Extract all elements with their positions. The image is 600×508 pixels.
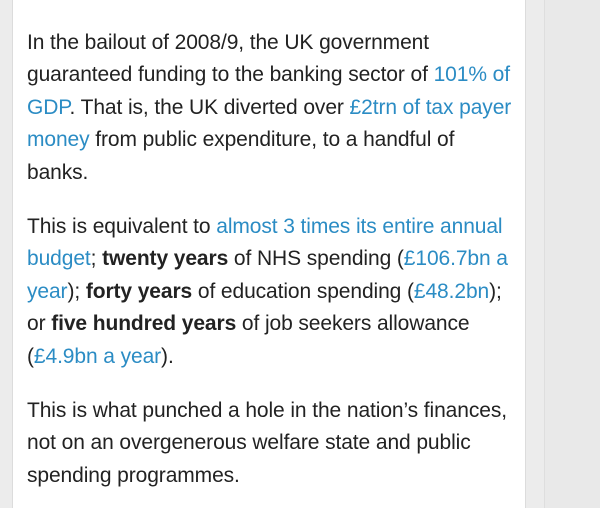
paragraph-text: ). [161, 344, 174, 368]
paragraph-text: ; [90, 247, 103, 271]
paragraph-text: This is equivalent to [27, 215, 217, 239]
link-annual-budget[interactable]: almost 3 times its entire annual budget [27, 215, 503, 271]
paragraph-text: of job seekers allowance ( [27, 312, 470, 368]
paragraph-text: ); [67, 279, 86, 303]
paragraph-text: of education spending ( [192, 279, 414, 303]
link-education-spending[interactable]: £48.2bn [413, 279, 490, 303]
link-gdp[interactable]: 101% of GDP [27, 63, 510, 119]
paragraph-text: of NHS spending ( [228, 247, 404, 271]
link-taxpayer-money[interactable]: £2trn of tax payer money [27, 95, 512, 152]
link-jobseekers-allowance[interactable]: £4.9bn a year [33, 344, 162, 368]
paragraph-text: from public expenditure, to a handful of banks. [27, 128, 455, 184]
link-nhs-spending[interactable]: £106.7bn a year [27, 247, 508, 303]
right-gutter [544, 0, 600, 508]
paragraph-text: In the bailout of 2008/9, the UK government guaranteed funding to the banking sector of [27, 31, 434, 87]
bold-nhs-years: twenty years [102, 247, 229, 271]
bold-jsa-years: five hundred years [51, 312, 237, 336]
paragraph-text: . That is, the UK diverted over [69, 95, 350, 119]
paragraph-equivalent [27, 211, 517, 373]
paragraph-bailout [27, 27, 517, 189]
article-body [27, 27, 517, 492]
paragraph-conclusion: This is what punched a hole in the nation’s finances, not on an overgenerous welfare state and public spending programmes. [27, 399, 507, 487]
bold-education-years: forty years [85, 279, 193, 303]
paragraph-text: ); or [27, 279, 502, 336]
